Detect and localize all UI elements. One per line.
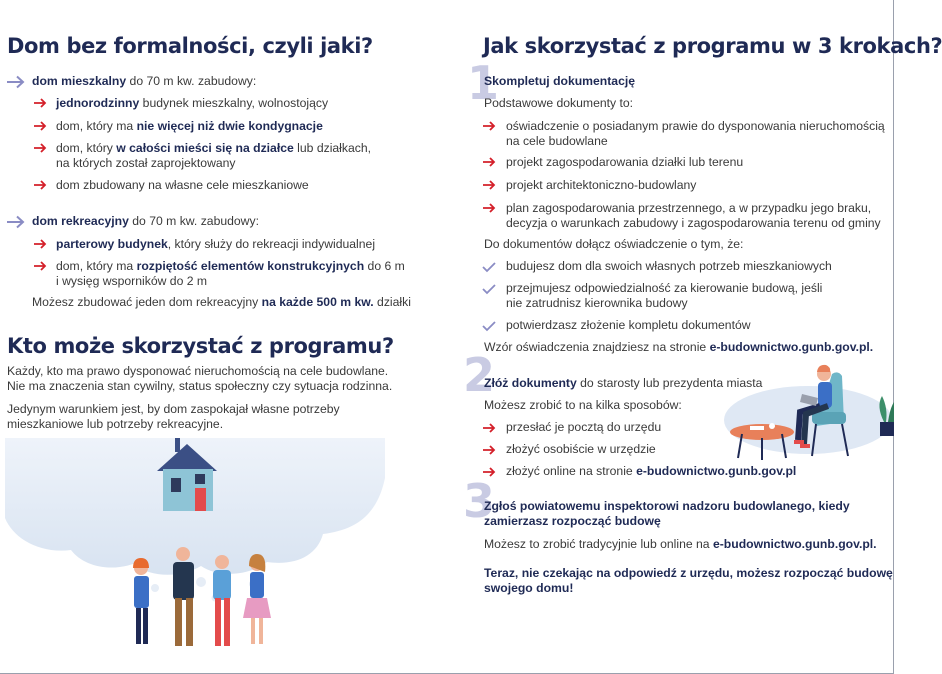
- heading-who-can: Kto może skorzystać z programu?: [7, 334, 394, 358]
- purple-arrow-icon: [6, 75, 26, 89]
- red-arrow-icon: [482, 445, 496, 455]
- red-arrow-icon: [482, 180, 496, 190]
- document-item: plan zagospodarowania przestrzennego, a w przypadku jego braku,: [506, 201, 872, 215]
- heading-house-type: Dom bez formalności, czyli jaki?: [7, 34, 373, 58]
- final-message-line: swojego domu!: [484, 581, 574, 595]
- red-arrow-icon: [482, 157, 496, 167]
- checkmark-icon: [482, 321, 496, 331]
- checkmark-icon: [482, 284, 496, 294]
- condition-paragraph-line: Jedynym warunkiem jest, by dom zaspokajał własne potrzeby: [7, 402, 340, 416]
- attach-statement-intro: Do dokumentów dołącz oświadczenie o tym, że:: [484, 237, 744, 251]
- step2-intro: Możesz zrobić to na kilka sposobów:: [484, 398, 682, 412]
- red-arrow-icon: [482, 121, 496, 131]
- residential-item: dom zbudowany na własne cele mieszkaniowe: [56, 178, 309, 192]
- red-arrow-icon: [482, 423, 496, 433]
- red-arrow-icon: [33, 180, 47, 190]
- left-column: [0, 0, 455, 674]
- red-arrow-icon: [33, 98, 47, 108]
- statement-item: przejmujesz odpowiedzialność za kierowanie budową, jeśli: [506, 281, 823, 295]
- family-house-illustration: [5, 438, 385, 674]
- red-arrow-icon: [33, 261, 47, 271]
- step3-title-line: Zgłoś powiatowemu inspektorowi nadzoru budowlanego, kiedy: [484, 499, 850, 513]
- document-item-line2: na cele budowlane: [506, 134, 608, 148]
- condition-paragraph-line: mieszkaniowe lub potrzeby rekreacyjne.: [7, 417, 224, 431]
- recreational-item: dom, który ma rozpiętość elementów konstrukcyjnych do 6 m: [56, 259, 405, 273]
- submission-way: przesłać je pocztą do urzędu: [506, 420, 662, 434]
- document-item-line2: decyzja o warunkach zabudowy i zagospodarowania terenu od gminy: [506, 216, 881, 230]
- step3-title-line: zamierzasz rozpocząć budowę: [484, 514, 661, 528]
- step-number: 2: [463, 348, 496, 402]
- statement-item: potwierdzasz złożenie kompletu dokumentów: [506, 318, 751, 332]
- step1-title: Skompletuj dokumentację: [484, 74, 636, 88]
- checkmark-icon: [482, 262, 496, 272]
- purple-arrow-icon: [6, 215, 26, 229]
- who-paragraph-line: Nie ma znaczenia stan cywilny, status społeczny czy sytuacja rodzinna.: [7, 379, 393, 393]
- step1-intro: Podstawowe dokumenty to:: [484, 96, 634, 110]
- step-number: 1: [467, 56, 500, 110]
- statement-item-line2: nie zatrudnisz kierownika budowy: [506, 296, 688, 310]
- template-info: Wzór oświadczenia znajdziesz na stronie e-budownictwo.gunb.gov.pl.: [484, 340, 874, 354]
- red-arrow-icon: [33, 121, 47, 131]
- step-number: 3: [463, 474, 496, 528]
- right-column: [463, 0, 942, 674]
- residential-item-line2: na których został zaprojektowany: [56, 156, 236, 170]
- document-item: projekt zagospodarowania działki lub terenu: [506, 155, 744, 169]
- residential-label: dom mieszkalny do 70 m kw. zabudowy:: [32, 74, 257, 88]
- recreational-item-line2: i wysięg wsporników do 2 m: [56, 274, 208, 288]
- final-message-line: Teraz, nie czekając na odpowiedź z urzędu, możesz rozpocząć budowę: [484, 566, 893, 580]
- recreational-label: dom rekreacyjny do 70 m kw. zabudowy:: [32, 214, 259, 228]
- person-laptop-illustration: [720, 360, 894, 464]
- red-arrow-icon: [33, 239, 47, 249]
- who-paragraph-line: Każdy, kto ma prawo dysponować nieruchomością na cele budowlane.: [7, 364, 389, 378]
- heading-three-steps: Jak skorzystać z programu w 3 krokach?: [483, 34, 942, 58]
- submission-way: złożyć online na stronie e-budownictwo.gunb.gov.pl: [506, 464, 797, 478]
- recreational-note: Możesz zbudować jeden dom rekreacyjny na każde 500 m kw. działki: [32, 295, 411, 309]
- submission-way: złożyć osobiście w urzędzie: [506, 442, 656, 456]
- statement-item: budujesz dom dla swoich własnych potrzeb mieszkaniowych: [506, 259, 832, 273]
- red-arrow-icon: [482, 203, 496, 213]
- gunb-link[interactable]: e-budownictwo.gunb.gov.pl.: [709, 340, 874, 354]
- residential-item: jednorodzinny budynek mieszkalny, wolnostojący: [56, 96, 329, 110]
- residential-item: dom, który w całości mieści się na działce lub działkach,: [56, 141, 372, 155]
- document-item: projekt architektoniczno-budowlany: [506, 178, 697, 192]
- step3-info: Możesz to zrobić tradycyjnie lub online na e-budownictwo.gunb.gov.pl.: [484, 537, 877, 551]
- step2-title: Złóż dokumenty do starosty lub prezydenta miasta: [484, 376, 763, 390]
- red-arrow-icon: [33, 143, 47, 153]
- gunb-link[interactable]: e-budownictwo.gunb.gov.pl: [636, 464, 797, 478]
- document-item: oświadczenie o posiadanym prawie do dysponowania nieruchomością: [506, 119, 885, 133]
- gunb-link[interactable]: e-budownictwo.gunb.gov.pl.: [712, 537, 877, 551]
- residential-item: dom, który ma nie więcej niż dwie kondygnacje: [56, 119, 323, 133]
- recreational-item: parterowy budynek, który służy do rekreacji indywidualnej: [56, 237, 376, 251]
